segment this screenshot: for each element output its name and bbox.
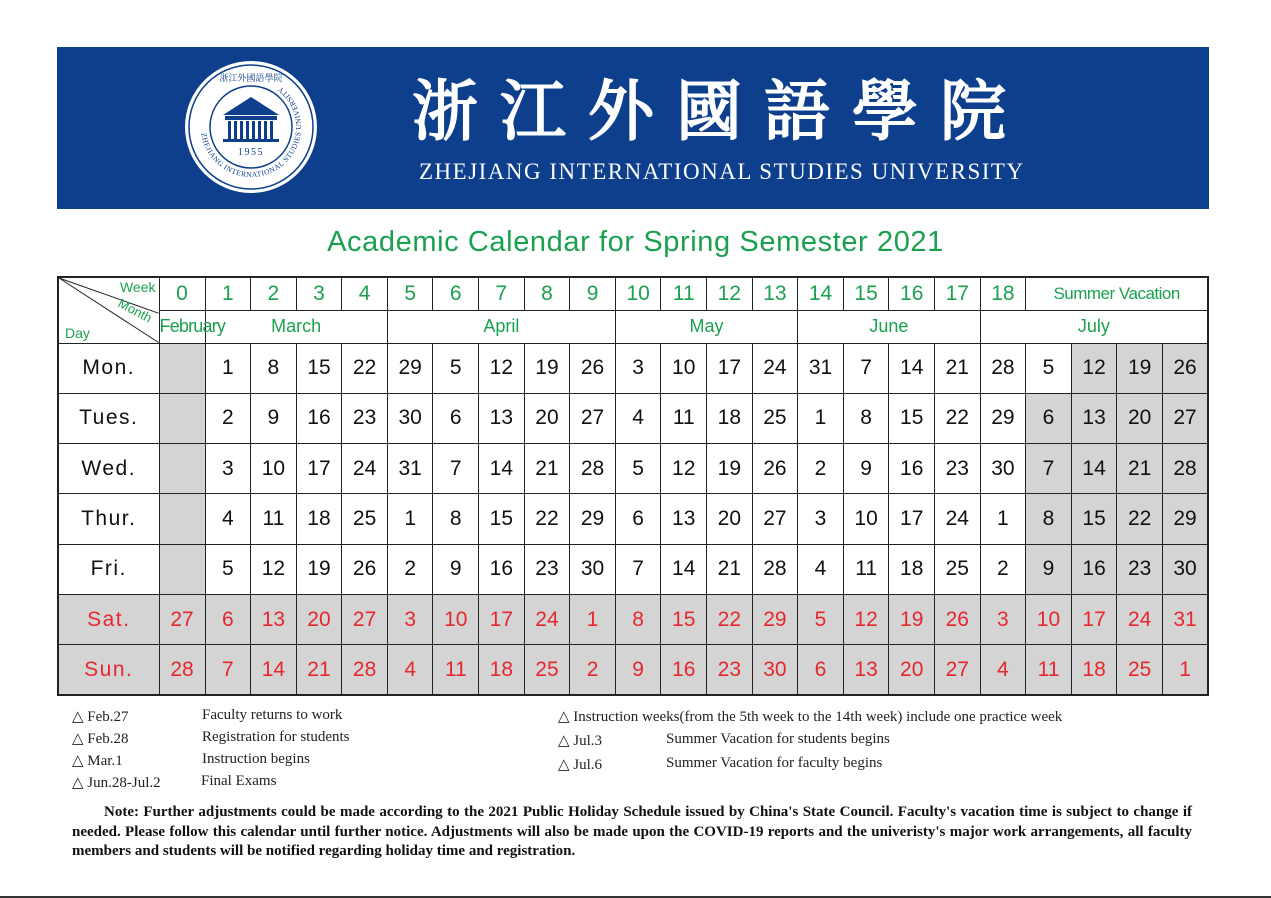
date-cell: 28: [1162, 444, 1208, 494]
page-title: Academic Calendar for Spring Semester 2021: [327, 226, 944, 258]
date-cell: 2: [387, 544, 433, 594]
date-cell: 5: [798, 594, 844, 644]
date-cell: 15: [889, 393, 935, 443]
date-cell: 18: [1071, 645, 1117, 695]
date-cell: 30: [1162, 544, 1208, 594]
date-cell: 24: [524, 594, 570, 644]
university-english-name: ZHEJIANG INTERNATIONAL STUDIES UNIVERSITY: [419, 159, 1025, 184]
date-cell: 1: [387, 494, 433, 544]
date-cell: 1: [798, 393, 844, 443]
date-cell: 7: [433, 444, 479, 494]
academic-calendar-table: [57, 276, 1209, 696]
date-cell: 23: [1117, 544, 1163, 594]
header-banner: [57, 47, 1209, 209]
summer-vacation-header: Summer Vacation: [1026, 277, 1208, 310]
date-cell: 3: [615, 343, 661, 393]
date-cell: 29: [980, 393, 1026, 443]
date-cell: 21: [296, 645, 342, 695]
date-cell: 11: [661, 393, 707, 443]
date-cell: 17: [889, 494, 935, 544]
date-cell: 7: [1026, 444, 1072, 494]
date-cell: 13: [843, 645, 889, 695]
date-cell: 17: [707, 343, 753, 393]
date-cell: 23: [524, 544, 570, 594]
day-row: [58, 444, 1208, 494]
date-cell: 14: [251, 645, 297, 695]
date-cell: 30: [980, 444, 1026, 494]
date-cell: 27: [752, 494, 798, 544]
date-cell: 19: [524, 343, 570, 393]
date-cell: 5: [1026, 343, 1072, 393]
date-cell: 2: [205, 393, 251, 443]
week-number-cell: 7: [479, 277, 525, 310]
date-cell: 14: [1071, 444, 1117, 494]
date-cell: 27: [342, 594, 388, 644]
date-cell: 10: [843, 494, 889, 544]
date-cell: 2: [570, 645, 616, 695]
date-cell: 24: [935, 494, 981, 544]
week-number-cell: 3: [296, 277, 342, 310]
week-number-cell: 2: [251, 277, 297, 310]
date-cell: 19: [707, 444, 753, 494]
date-cell: 4: [615, 393, 661, 443]
date-cell: 22: [935, 393, 981, 443]
date-cell: 24: [342, 444, 388, 494]
date-cell: 18: [707, 393, 753, 443]
day-row: [58, 544, 1208, 594]
date-cell: 8: [615, 594, 661, 644]
date-cell: 11: [1026, 645, 1072, 695]
week-number-cell: 10: [615, 277, 661, 310]
date-cell: 30: [387, 393, 433, 443]
date-cell: 20: [889, 645, 935, 695]
date-cell: 9: [1026, 544, 1072, 594]
date-cell: 3: [205, 444, 251, 494]
date-cell: [159, 444, 205, 494]
date-cell: 29: [570, 494, 616, 544]
date-cell: 8: [843, 393, 889, 443]
date-cell: 20: [1117, 393, 1163, 443]
date-cell: 7: [615, 544, 661, 594]
seal-ring-text: ZHEJIANG INTERNATIONAL STUDIES UNIVERSITY: [199, 84, 304, 180]
date-cell: 26: [342, 544, 388, 594]
date-cell: 23: [707, 645, 753, 695]
date-cell: 10: [433, 594, 479, 644]
day-name-cell: Fri.: [58, 544, 159, 594]
date-cell: [159, 393, 205, 443]
date-cell: 15: [479, 494, 525, 544]
date-cell: 22: [342, 343, 388, 393]
month-label: Month: [115, 295, 155, 326]
date-cell: 9: [615, 645, 661, 695]
week-number-cell: 11: [661, 277, 707, 310]
date-cell: 14: [479, 444, 525, 494]
week-number-cell: 13: [752, 277, 798, 310]
date-cell: 25: [1117, 645, 1163, 695]
note-text: Summer Vacation for faculty begins: [666, 755, 883, 771]
date-cell: 11: [433, 645, 479, 695]
date-cell: 5: [615, 444, 661, 494]
date-cell: 27: [935, 645, 981, 695]
date-cell: 27: [1162, 393, 1208, 443]
date-cell: 22: [524, 494, 570, 544]
date-cell: 29: [752, 594, 798, 644]
date-cell: 10: [661, 343, 707, 393]
note-text: Registration for students: [202, 729, 350, 745]
date-cell: 18: [889, 544, 935, 594]
university-chinese-name: 浙江外國語學院: [412, 72, 1028, 150]
date-cell: 22: [1117, 494, 1163, 544]
date-cell: 30: [752, 645, 798, 695]
day-name-cell: Thur.: [58, 494, 159, 544]
date-cell: 12: [251, 544, 297, 594]
week-number-cell: 16: [889, 277, 935, 310]
week-number-cell: 1: [205, 277, 251, 310]
date-cell: 26: [935, 594, 981, 644]
date-cell: 1: [205, 343, 251, 393]
week-number-cell: 5: [387, 277, 433, 310]
date-cell: 16: [479, 544, 525, 594]
week-number-cell: 12: [707, 277, 753, 310]
date-cell: 25: [935, 544, 981, 594]
date-cell: 15: [1071, 494, 1117, 544]
date-cell: 16: [889, 444, 935, 494]
date-cell: 29: [1162, 494, 1208, 544]
date-cell: 19: [296, 544, 342, 594]
note-instruction-weeks: △ Instruction weeks(from the 5th week to the 14th week) include one practice week: [558, 709, 1063, 725]
date-cell: [159, 544, 205, 594]
university-seal: [183, 59, 319, 195]
date-cell: 28: [980, 343, 1026, 393]
week-label: Week: [119, 279, 156, 295]
date-cell: 28: [752, 544, 798, 594]
day-name-cell: Mon.: [58, 343, 159, 393]
date-cell: 13: [661, 494, 707, 544]
date-cell: 14: [661, 544, 707, 594]
week-number-cell: 9: [570, 277, 616, 310]
day-row: [58, 494, 1208, 544]
date-cell: 9: [433, 544, 479, 594]
date-cell: 19: [1117, 343, 1163, 393]
date-cell: 4: [798, 544, 844, 594]
date-cell: 6: [1026, 393, 1072, 443]
date-cell: 4: [980, 645, 1026, 695]
date-cell: 23: [935, 444, 981, 494]
seal-top-text: 浙江外國語學院: [219, 74, 283, 84]
date-cell: 7: [843, 343, 889, 393]
date-cell: 19: [889, 594, 935, 644]
date-cell: 31: [1162, 594, 1208, 644]
date-cell: 15: [296, 343, 342, 393]
date-cell: 12: [661, 444, 707, 494]
date-cell: 17: [479, 594, 525, 644]
date-cell: 13: [1071, 393, 1117, 443]
note-date: △ Jul.3: [558, 733, 603, 749]
date-cell: 21: [524, 444, 570, 494]
date-cell: 4: [387, 645, 433, 695]
date-cell: 18: [479, 645, 525, 695]
month-header-cell: June: [798, 310, 980, 343]
date-cell: 30: [570, 544, 616, 594]
seal-year: 1955: [238, 147, 264, 158]
date-cell: 1: [980, 494, 1026, 544]
day-row: [58, 343, 1208, 393]
month-header-cell: February: [159, 310, 205, 343]
day-row: [58, 393, 1208, 443]
date-cell: 10: [251, 444, 297, 494]
date-cell: 2: [798, 444, 844, 494]
note-date: △ Jun.28-Jul.2: [72, 775, 161, 791]
date-cell: 3: [798, 494, 844, 544]
day-name-cell: Tues.: [58, 393, 159, 443]
date-cell: 27: [570, 393, 616, 443]
date-cell: 8: [433, 494, 479, 544]
day-name-cell: Wed.: [58, 444, 159, 494]
date-cell: 17: [296, 444, 342, 494]
date-cell: 7: [205, 645, 251, 695]
date-cell: 29: [387, 343, 433, 393]
date-cell: 28: [570, 444, 616, 494]
date-cell: 25: [752, 393, 798, 443]
note-text: Summer Vacation for students begins: [666, 731, 890, 747]
note-text: Final Exams: [201, 773, 277, 789]
date-cell: 27: [159, 594, 205, 644]
date-cell: 14: [889, 343, 935, 393]
date-cell: 9: [251, 393, 297, 443]
week-number-cell: 0: [159, 277, 205, 310]
date-cell: [159, 494, 205, 544]
month-header-cell: April: [387, 310, 615, 343]
note-text: Instruction begins: [202, 751, 310, 767]
day-label: Day: [65, 324, 90, 341]
date-cell: 24: [752, 343, 798, 393]
date-cell: [159, 343, 205, 393]
date-cell: 12: [479, 343, 525, 393]
header-corner-cell: [58, 277, 159, 343]
month-header-cell: July: [980, 310, 1208, 343]
date-cell: 8: [251, 343, 297, 393]
date-cell: 26: [752, 444, 798, 494]
date-cell: 18: [296, 494, 342, 544]
week-number-cell: 6: [433, 277, 479, 310]
date-cell: 6: [615, 494, 661, 544]
date-cell: 8: [1026, 494, 1072, 544]
date-cell: 6: [205, 594, 251, 644]
date-cell: 16: [1071, 544, 1117, 594]
note-date: △ Feb.28: [72, 731, 129, 747]
day-row: [58, 594, 1208, 644]
week-number-cell: 17: [935, 277, 981, 310]
day-row: [58, 645, 1208, 695]
date-cell: 6: [798, 645, 844, 695]
date-cell: 26: [570, 343, 616, 393]
date-cell: 10: [1026, 594, 1072, 644]
date-cell: 12: [1071, 343, 1117, 393]
date-cell: 24: [1117, 594, 1163, 644]
month-header-cell: May: [615, 310, 797, 343]
date-cell: 13: [251, 594, 297, 644]
date-cell: 12: [843, 594, 889, 644]
week-number-cell: 18: [980, 277, 1026, 310]
date-cell: 1: [570, 594, 616, 644]
date-cell: 21: [1117, 444, 1163, 494]
date-cell: 11: [251, 494, 297, 544]
date-cell: 16: [296, 393, 342, 443]
date-cell: 13: [479, 393, 525, 443]
date-cell: 6: [433, 393, 479, 443]
day-name-cell: Sun.: [58, 645, 159, 695]
date-cell: 20: [524, 393, 570, 443]
note-date: △ Jul.6: [558, 757, 603, 773]
week-number-row: [58, 277, 1208, 310]
date-cell: 5: [205, 544, 251, 594]
date-cell: 15: [661, 594, 707, 644]
date-cell: 25: [524, 645, 570, 695]
date-cell: 9: [843, 444, 889, 494]
date-cell: 28: [342, 645, 388, 695]
date-cell: 25: [342, 494, 388, 544]
date-cell: 28: [159, 645, 205, 695]
date-cell: 3: [387, 594, 433, 644]
date-cell: 16: [661, 645, 707, 695]
note-text: Faculty returns to work: [202, 707, 343, 723]
date-cell: 31: [798, 343, 844, 393]
note-date: △ Mar.1: [72, 753, 123, 769]
date-cell: 22: [707, 594, 753, 644]
date-cell: 5: [433, 343, 479, 393]
date-cell: 20: [707, 494, 753, 544]
note-date: △ Feb.27: [72, 709, 129, 725]
date-cell: 17: [1071, 594, 1117, 644]
date-cell: 26: [1162, 343, 1208, 393]
date-cell: 2: [980, 544, 1026, 594]
date-cell: 21: [707, 544, 753, 594]
day-name-cell: Sat.: [58, 594, 159, 644]
date-cell: 31: [387, 444, 433, 494]
week-number-cell: 4: [342, 277, 388, 310]
week-number-cell: 14: [798, 277, 844, 310]
date-cell: 21: [935, 343, 981, 393]
week-number-cell: 8: [524, 277, 570, 310]
date-cell: 4: [205, 494, 251, 544]
footer-note: Note: Further adjustments could be made according to the 2021 Public Holiday Schedule issued by China's State Council. Faculty's vacation time is subject to change if needed. Please follow this calendar until further notice. Adjustments will also be made upon the COVID-19 reports and the univeristy's major work arrangements, all faculty members and students will be notified regarding holiday time and registration.: [72, 804, 1192, 859]
date-cell: 20: [296, 594, 342, 644]
date-cell: 23: [342, 393, 388, 443]
date-cell: 1: [1162, 645, 1208, 695]
month-header-cell: March: [205, 310, 387, 343]
date-cell: 3: [980, 594, 1026, 644]
month-row: [58, 310, 1208, 343]
week-number-cell: 15: [843, 277, 889, 310]
date-cell: 11: [843, 544, 889, 594]
